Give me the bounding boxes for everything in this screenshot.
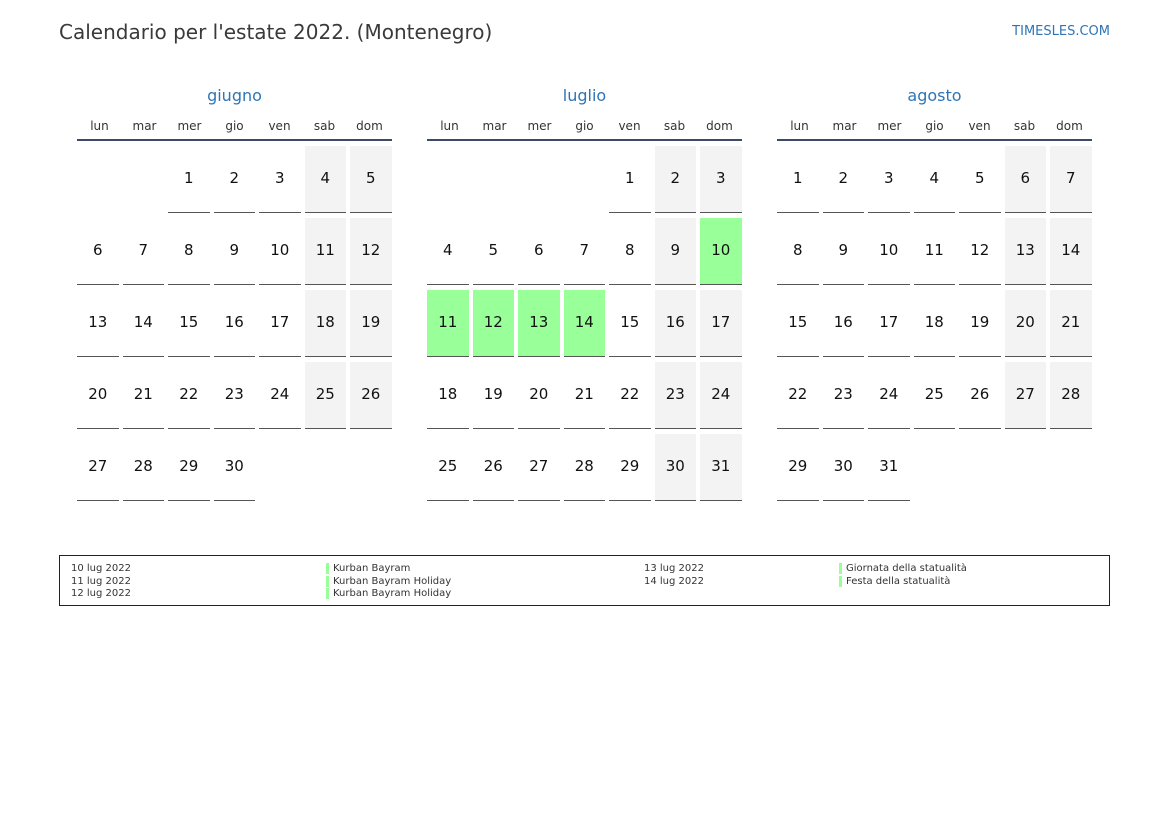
day-cell[interactable]: 22 [609, 362, 651, 429]
empty-cell [77, 146, 119, 213]
month-name: luglio [562, 86, 607, 105]
day-cell[interactable]: 31 [700, 434, 742, 501]
legend-item [60, 562, 1109, 575]
day-cell[interactable]: 20 [518, 362, 560, 429]
day-cell[interactable]: 3 [259, 146, 301, 213]
legend-date: 10 lug 2022 [71, 563, 131, 574]
month-name: giugno [207, 86, 262, 105]
day-cell[interactable]: 12 [350, 218, 392, 285]
day-cell[interactable]: 20 [1005, 290, 1047, 357]
empty-cell [427, 146, 469, 213]
day-cell[interactable]: 13 [77, 290, 119, 357]
empty-cell [518, 146, 560, 213]
weekday-label: ven [268, 119, 291, 133]
day-cell[interactable]: 23 [214, 362, 256, 429]
weekday-label: dom [706, 119, 733, 133]
month-luglio [427, 83, 742, 501]
empty-cell [564, 146, 606, 213]
day-cell[interactable]: 30 [823, 434, 865, 501]
day-cell[interactable]: 2 [214, 146, 256, 213]
day-cell[interactable]: 29 [168, 434, 210, 501]
day-cell[interactable]: 11 [914, 218, 956, 285]
day-cell[interactable]: 16 [655, 290, 697, 357]
day-cell[interactable]: 4 [914, 146, 956, 213]
weekday-header [77, 109, 392, 141]
day-cell[interactable]: 22 [777, 362, 819, 429]
holiday-day-cell[interactable]: 12 [473, 290, 515, 357]
weekday-label: ven [968, 119, 991, 133]
day-cell[interactable]: 1 [168, 146, 210, 213]
legend-date: 14 lug 2022 [644, 575, 704, 587]
legend-holiday-name: Kurban Bayram Holiday [326, 587, 451, 600]
day-cell[interactable]: 27 [77, 434, 119, 501]
day-cell[interactable]: 8 [777, 218, 819, 285]
day-cell[interactable]: 10 [259, 218, 301, 285]
day-cell[interactable]: 13 [1005, 218, 1047, 285]
legend-item [60, 575, 1109, 588]
day-cell[interactable]: 29 [609, 434, 651, 501]
weekday-header [427, 109, 742, 141]
day-cell[interactable]: 5 [473, 218, 515, 285]
day-cell[interactable]: 12 [959, 218, 1001, 285]
weekday-label: mer [177, 119, 202, 133]
day-cell[interactable]: 8 [168, 218, 210, 285]
legend-date: 12 lug 2022 [71, 588, 131, 599]
day-grid [427, 146, 742, 501]
weekday-label: lun [90, 119, 109, 133]
day-cell[interactable]: 26 [473, 434, 515, 501]
day-cell[interactable]: 17 [700, 290, 742, 357]
day-cell[interactable]: 25 [305, 362, 347, 429]
day-cell[interactable]: 21 [564, 362, 606, 429]
day-cell[interactable]: 1 [609, 146, 651, 213]
empty-cell [123, 146, 165, 213]
day-cell[interactable]: 18 [914, 290, 956, 357]
day-cell[interactable]: 7 [123, 218, 165, 285]
legend-holiday-name: Kurban Bayram Holiday [326, 575, 451, 588]
day-cell[interactable]: 5 [350, 146, 392, 213]
page-title: Calendario per l'estate 2022. (Montenegro) [59, 20, 493, 44]
day-cell[interactable]: 19 [959, 290, 1001, 357]
day-cell[interactable]: 30 [214, 434, 256, 501]
weekday-label: mar [832, 119, 857, 133]
day-cell[interactable]: 9 [214, 218, 256, 285]
day-cell[interactable]: 25 [914, 362, 956, 429]
brand-link[interactable]: TIMESLES.COM [1012, 24, 1110, 39]
day-cell[interactable]: 2 [655, 146, 697, 213]
month-name: agosto [907, 86, 962, 105]
weekday-label: mar [482, 119, 507, 133]
day-cell[interactable]: 24 [259, 362, 301, 429]
day-grid [77, 146, 392, 501]
day-cell[interactable]: 28 [1050, 362, 1092, 429]
day-cell[interactable]: 28 [123, 434, 165, 501]
day-cell[interactable]: 6 [1005, 146, 1047, 213]
month-giugno [77, 83, 392, 501]
day-cell[interactable]: 22 [168, 362, 210, 429]
day-cell[interactable]: 26 [350, 362, 392, 429]
weekday-label: lun [790, 119, 809, 133]
day-cell[interactable]: 5 [959, 146, 1001, 213]
day-cell[interactable]: 4 [305, 146, 347, 213]
weekday-label: lun [440, 119, 459, 133]
weekday-label: gio [925, 119, 944, 133]
holiday-day-cell[interactable]: 10 [700, 218, 742, 285]
legend-date: 11 lug 2022 [71, 575, 131, 587]
holiday-legend [59, 555, 1110, 606]
day-cell[interactable]: 17 [259, 290, 301, 357]
weekday-label: dom [1056, 119, 1083, 133]
day-cell[interactable]: 23 [655, 362, 697, 429]
day-cell[interactable]: 9 [823, 218, 865, 285]
day-cell[interactable]: 6 [77, 218, 119, 285]
day-cell[interactable]: 11 [305, 218, 347, 285]
day-grid [777, 146, 1092, 501]
day-cell[interactable]: 3 [868, 146, 910, 213]
empty-cell [473, 146, 515, 213]
day-cell[interactable]: 26 [959, 362, 1001, 429]
weekday-label: mer [877, 119, 902, 133]
weekday-label: mer [527, 119, 552, 133]
day-cell[interactable]: 30 [655, 434, 697, 501]
holiday-day-cell[interactable]: 14 [564, 290, 606, 357]
day-cell[interactable]: 14 [123, 290, 165, 357]
day-cell[interactable]: 6 [518, 218, 560, 285]
day-cell[interactable]: 2 [823, 146, 865, 213]
weekday-label: sab [1013, 119, 1036, 133]
day-cell[interactable]: 31 [868, 434, 910, 501]
day-cell[interactable]: 19 [473, 362, 515, 429]
day-cell[interactable]: 24 [868, 362, 910, 429]
legend-item [60, 587, 1109, 600]
day-cell[interactable]: 21 [123, 362, 165, 429]
day-cell[interactable]: 17 [868, 290, 910, 357]
legend-holiday-name: Giornata della statualità [839, 562, 967, 575]
day-cell[interactable]: 10 [868, 218, 910, 285]
day-cell[interactable]: 27 [1005, 362, 1047, 429]
day-cell[interactable]: 24 [700, 362, 742, 429]
day-cell[interactable]: 7 [1050, 146, 1092, 213]
day-cell[interactable]: 7 [564, 218, 606, 285]
day-cell[interactable]: 1 [777, 146, 819, 213]
day-cell[interactable]: 20 [77, 362, 119, 429]
day-cell[interactable]: 19 [350, 290, 392, 357]
weekday-label: gio [575, 119, 594, 133]
weekday-label: mar [132, 119, 157, 133]
holiday-day-cell[interactable]: 11 [427, 290, 469, 357]
day-cell[interactable]: 15 [609, 290, 651, 357]
weekday-header [777, 109, 1092, 141]
weekday-label: sab [313, 119, 336, 133]
day-cell[interactable]: 4 [427, 218, 469, 285]
holiday-day-cell[interactable]: 13 [518, 290, 560, 357]
month-agosto [777, 83, 1092, 501]
weekday-label: ven [618, 119, 641, 133]
legend-holiday-name: Festa della statualità [839, 575, 950, 588]
weekday-label: sab [663, 119, 686, 133]
day-cell[interactable]: 18 [427, 362, 469, 429]
day-cell[interactable]: 9 [655, 218, 697, 285]
weekday-label: gio [225, 119, 244, 133]
day-cell[interactable]: 21 [1050, 290, 1092, 357]
day-cell[interactable]: 8 [609, 218, 651, 285]
day-cell[interactable]: 14 [1050, 218, 1092, 285]
day-cell[interactable]: 18 [305, 290, 347, 357]
day-cell[interactable]: 29 [777, 434, 819, 501]
day-cell[interactable]: 16 [823, 290, 865, 357]
day-cell[interactable]: 16 [214, 290, 256, 357]
legend-date: 13 lug 2022 [644, 563, 704, 574]
day-cell[interactable]: 3 [700, 146, 742, 213]
weekday-label: dom [356, 119, 383, 133]
day-cell[interactable]: 25 [427, 434, 469, 501]
day-cell[interactable]: 23 [823, 362, 865, 429]
day-cell[interactable]: 27 [518, 434, 560, 501]
day-cell[interactable]: 28 [564, 434, 606, 501]
legend-holiday-name: Kurban Bayram [326, 562, 410, 575]
day-cell[interactable]: 15 [168, 290, 210, 357]
day-cell[interactable]: 15 [777, 290, 819, 357]
